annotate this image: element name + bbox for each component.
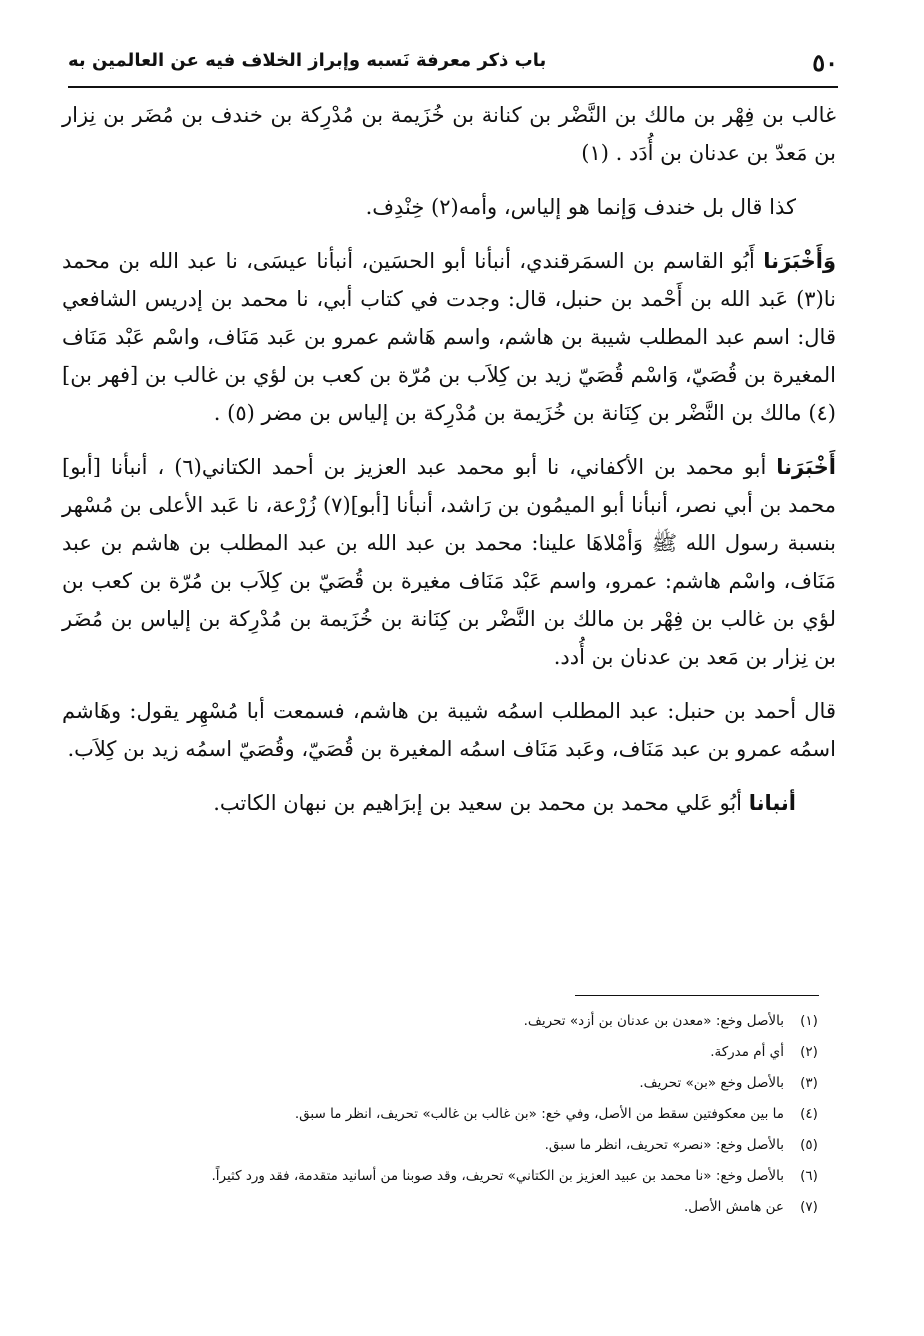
paragraph-lead: وَأَخْبَرَنا (763, 249, 836, 273)
footnote-number: (٢) (800, 1044, 818, 1060)
footnote (66, 1196, 834, 1218)
footnote (66, 1010, 834, 1032)
paragraph (62, 448, 836, 676)
footnote-number: (٤) (800, 1106, 818, 1122)
footnote (66, 1165, 834, 1187)
paragraph (62, 692, 836, 768)
footnote-text: بالأصل وخع: «نصر» تحريف، انظر ما سبق. (544, 1137, 784, 1153)
footnote-number: (١) (800, 1013, 818, 1029)
paragraph-text: قال أحمد بن حنبل: عبد المطلب اسمُه شيبة بن هاشم، فسمعت أبا مُسْهِر يقول: وهَاشم اسمُه عمرو بن عبد مَنَاف، وعَبد مَنَاف اسمُه المغيرة بن قُصَيّ، وقُصَيّ اسمُه زيد بن كِلاَب. (62, 699, 836, 761)
footnote-text: ما بين معكوفتين سقط من الأصل، وفي خع: «بن غالب بن غالب» تحريف، انظر ما سبق. (294, 1106, 784, 1122)
paragraph-text: أبو محمد بن الأكفاني، نا أبو محمد عبد العزيز بن أحمد الكتاني(٦) ، أنبأنا [أبو] محمد بن أبي نصر، أنبأنا أبو الميمُون بن رَاشد، أنبأنا [أبو](٧) زُرْعة، نا عَبد الأعلى بن مُسْهر بنسبة رسول الله ﷺ وَأمْلاهَا علينا: محمد بن عبد الله بن عبد المطلب بن هاشم بن عبد مَنَاف، واسْم هاشم: عمرو، واسم عَبْد مَنَاف مغيرة بن قُصَيّ بن كِلاَب بن مُرّة بن كعب بن لؤي بن غالب بن فِهْر بن مالك بن النَّضْر بن كِنَانة بن خُزَيمة بن مُدْرِكة بن إلياس بن مُضَر بن نِزار بن مَعد بن عدنان بن أُدد. (62, 455, 836, 669)
paragraph-text: أبُو عَلي محمد بن محمد بن سعيد بن إبرَاهيم بن نبهان الكاتب. (213, 791, 749, 815)
paragraph (62, 188, 836, 226)
paragraph-lead: أنبانا (748, 791, 796, 815)
paragraph (62, 784, 836, 822)
footnote (66, 1041, 834, 1063)
footnote-text: بالأصل وخع: «معدن بن عدنان بن أزد» تحريف. (523, 1013, 784, 1029)
footnote-separator (575, 995, 819, 996)
footnote-number: (٣) (800, 1075, 818, 1091)
paragraph (62, 96, 836, 172)
page-header (68, 40, 838, 86)
footnote-text: بالأصل وخع: «نا محمد بن عبيد العزيز بن الكتاني» تحريف، وقد صوبنا من أسانيد متقدمة، فقد ورد كثيراً. (211, 1168, 784, 1184)
footnotes (66, 1010, 834, 1227)
page-number: ٥٠ (812, 48, 838, 77)
footnote (66, 1103, 834, 1125)
running-title: باب ذكر معرفة نَسبه وإبراز الخلاف فيه عن العالمين به (68, 50, 547, 71)
header-rule (68, 86, 838, 88)
footnote-number: (٦) (800, 1168, 818, 1184)
footnote-text: بالأصل وخع «بن» تحريف. (639, 1075, 784, 1091)
main-text (62, 96, 836, 838)
footnote (66, 1072, 834, 1094)
paragraph (62, 242, 836, 432)
paragraph-lead: أَخْبَرَنا (776, 455, 836, 479)
footnote-number: (٥) (800, 1137, 818, 1153)
paragraph-text: كذا قال بل خندف وَإنما هو إلياس، وأمه(٢) خِنْدِف. (365, 195, 796, 219)
paragraph-text: أَبُو القاسم بن السمَرقندي، أنبأنا أبو الحسَين، أنبأنا عيسَى، نا عبد الله بن محمد نا(٣) عَبد الله بن أَحْمد بن حنبل، قال: وجدت في كتاب أبي، نا محمد بن إدريس الشافعي قال: اسم عبد المطلب شيبة بن هاشم، واسم هَاشم عمرو بن عَبد مَنَاف، واسْم عَبْد مَنَاف المغيرة بن قُصَيّ، وَاسْم قُصَيّ زيد بن كِلاَب بن مُرّة بن كعب بن لؤي بن غالب بن [فهر بن](٤) مالك بن النَّضْر بن كِنَانة بن خُزَيمة بن مُدْرِكة بن إلياس بن مضر (٥) . (62, 249, 836, 425)
footnote-number: (٧) (800, 1199, 818, 1215)
paragraph-text: غالب بن فِهْر بن مالك بن النَّضْر بن كنانة بن خُزَيمة بن مُدْرِكة بن خندف بن مُضَر بن نِزار بن مَعدّ بن عدنان بن أُدَد . (١) (62, 103, 836, 165)
footnote-text: أي أم مدركة. (710, 1044, 784, 1060)
footnote (66, 1134, 834, 1156)
footnote-text: عن هامش الأصل. (683, 1199, 784, 1215)
